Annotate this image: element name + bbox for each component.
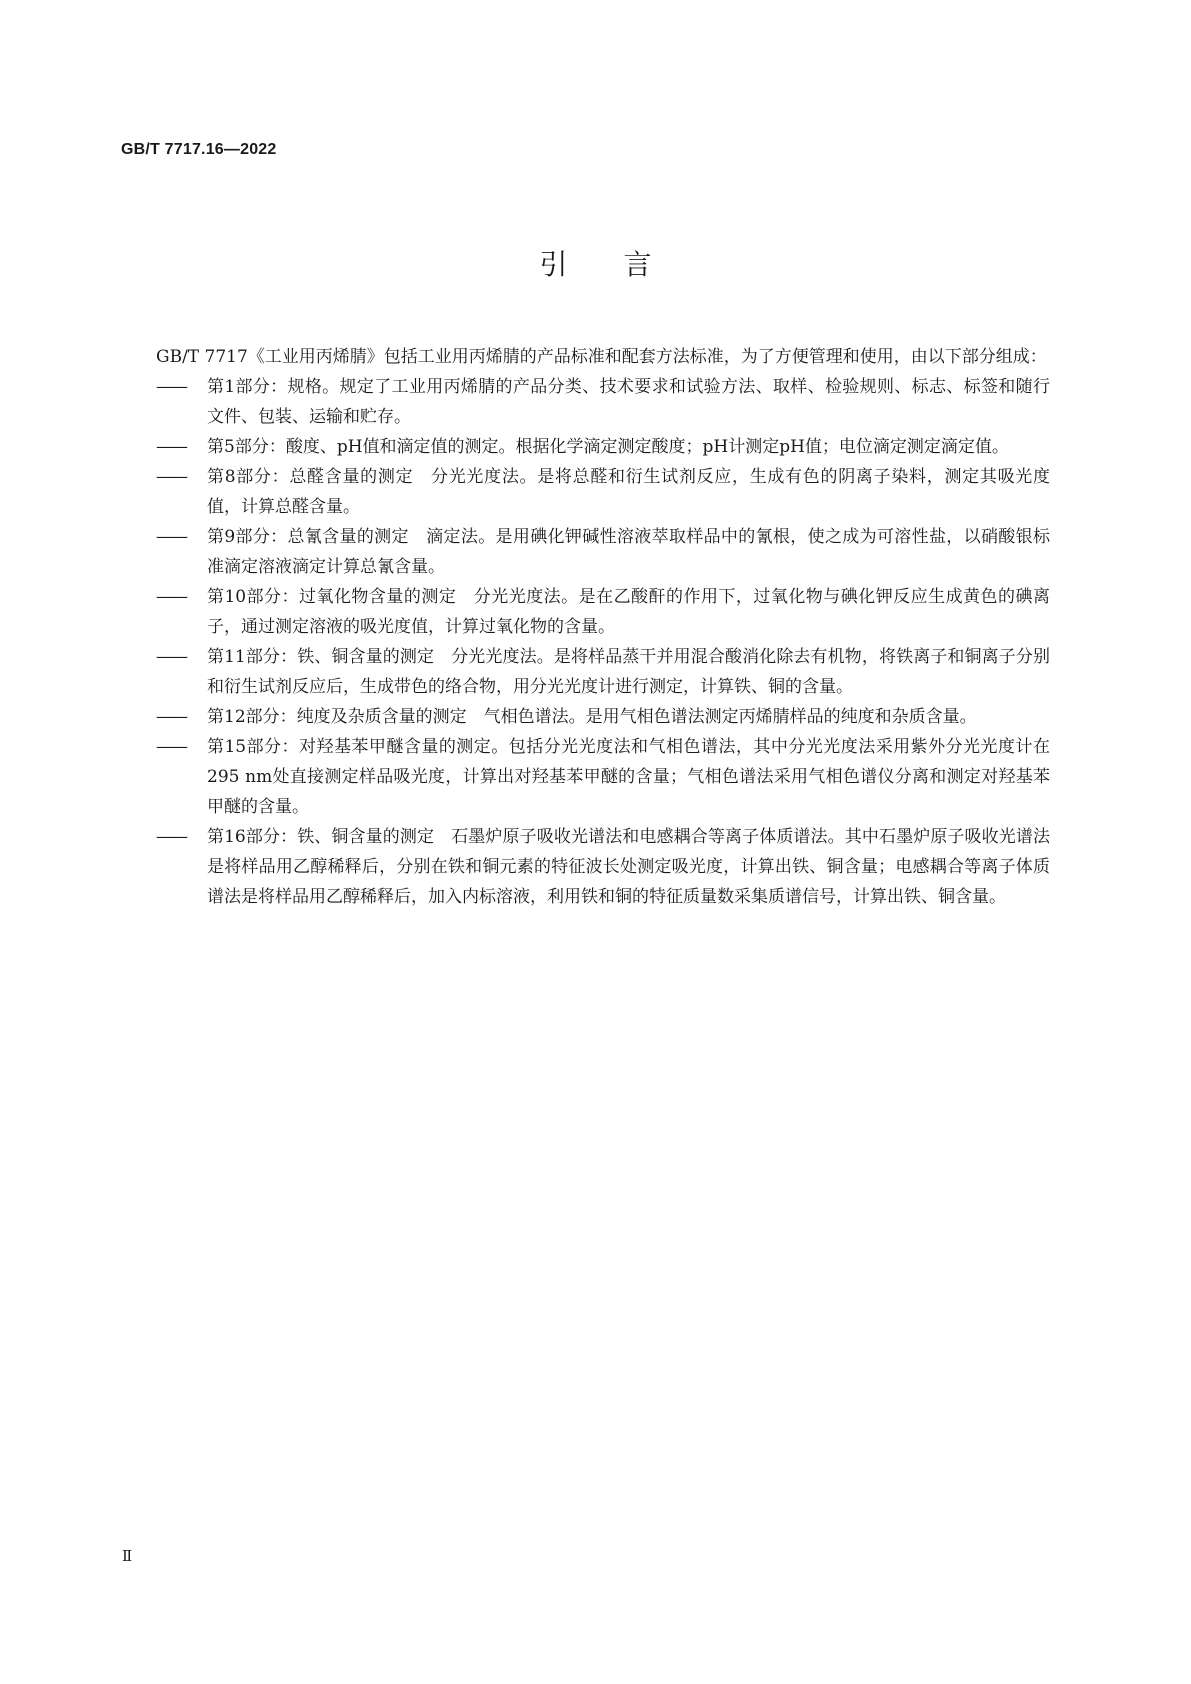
dash-marker: —— — [156, 827, 186, 847]
part-item — [122, 582, 1050, 642]
intro-paragraph: GB/T 7717《工业用丙烯腈》包括工业用丙烯腈的产品标准和配套方法标准，为了方便管理和使用，由以下部分组成： — [156, 347, 1047, 367]
dash-marker: —— — [156, 377, 186, 397]
part-text: 第10部分：过氧化物含量的测定 分光光度法。是在乙酸酐的作用下，过氧化物与碘化钾反应生成黄色的碘离子，通过测定溶液的吸光度值，计算过氧化物的含量。 — [207, 587, 1050, 637]
dash-marker: —— — [156, 437, 186, 457]
part-item — [122, 732, 1050, 822]
dash-marker: —— — [156, 527, 186, 547]
part-text: 第1部分：规格。规定了工业用丙烯腈的产品分类、技术要求和试验方法、取样、检验规则、标志、标签和随行文件、包装、运输和贮存。 — [207, 377, 1050, 427]
part-item — [122, 822, 1050, 912]
part-item — [122, 642, 1050, 702]
part-item — [122, 432, 1050, 462]
dash-marker: —— — [156, 647, 186, 667]
part-text: 第11部分：铁、铜含量的测定 分光光度法。是将样品蒸干并用混合酸消化除去有机物，将铁离子和铜离子分别和衍生试剂反应后，生成带色的络合物，用分光光度计进行测定，计算铁、铜的含量。 — [207, 647, 1050, 697]
page-number: Ⅱ — [122, 1547, 133, 1565]
dash-marker: —— — [156, 467, 186, 487]
part-item — [122, 702, 1050, 732]
part-text: 第12部分：纯度及杂质含量的测定 气相色谱法。是用气相色谱法测定丙烯腈样品的纯度和杂质含量。 — [207, 707, 977, 727]
standard-code: GB/T 7717.16—2022 — [121, 141, 277, 158]
section-title: 引言 — [539, 248, 708, 281]
document-body — [122, 342, 1050, 912]
part-item — [122, 372, 1050, 432]
part-item — [122, 522, 1050, 582]
part-text: 第5部分：酸度、pH值和滴定值的测定。根据化学滴定测定酸度；pH计测定pH值；电位滴定测定滴定值。 — [207, 437, 1009, 457]
part-text: 第9部分：总氰含量的测定 滴定法。是用碘化钾碱性溶液萃取样品中的氰根，使之成为可溶性盐，以硝酸银标准滴定溶液滴定计算总氰含量。 — [207, 527, 1050, 577]
part-text: 第16部分：铁、铜含量的测定 石墨炉原子吸收光谱法和电感耦合等离子体质谱法。其中石墨炉原子吸收光谱法是将样品用乙醇稀释后，分别在铁和铜元素的特征波长处测定吸光度，计算出铁、铜含量；电感耦合等离子体质谱法是将样品用乙醇稀释后，加入内标溶液，利用铁和铜的特征质量数采集质谱信号，计算出铁、铜含量。 — [207, 827, 1050, 907]
part-text: 第8部分：总醛含量的测定 分光光度法。是将总醛和衍生试剂反应，生成有色的阴离子染料，测定其吸光度值，计算总醛含量。 — [207, 467, 1050, 517]
part-item — [122, 462, 1050, 522]
part-text: 第15部分：对羟基苯甲醚含量的测定。包括分光光度法和气相色谱法，其中分光光度法采用紫外分光光度计在295 nm处直接测定样品吸光度，计算出对羟基苯甲醚的含量；气相色谱法采用气相色谱仪分离和测定对羟基苯甲醚的含量。 — [207, 737, 1050, 817]
dash-marker: —— — [156, 737, 186, 757]
dash-marker: —— — [156, 587, 186, 607]
dash-marker: —— — [156, 707, 186, 727]
